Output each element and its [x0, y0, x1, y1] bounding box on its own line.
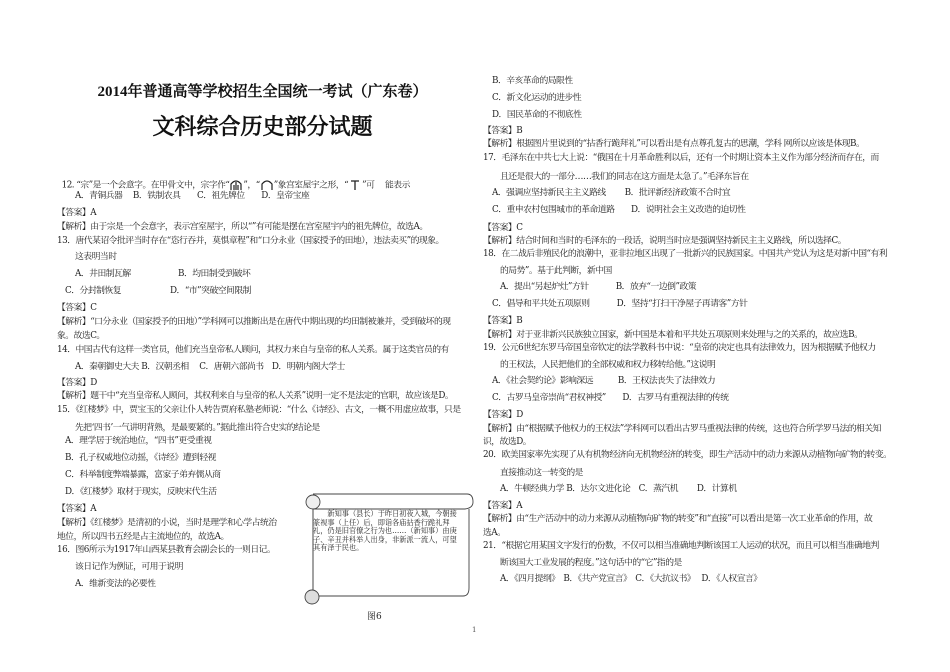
question-19-cont: 的王权法，人民把他们的全部权威和权力移转给他。”这说明	[500, 360, 716, 370]
q15-answer: 【答案】A	[57, 504, 97, 514]
question-13-cont: 这表明当时	[75, 252, 117, 262]
q17-analysis: 【解析】结合时间和当时的毛泽东的一段话，说明当时应是强调坚持新民主主义路线，所以选择C。	[483, 236, 846, 246]
page-number: 1	[472, 626, 477, 634]
q20-analysis: 【解析】由“生产活动中的动力来源从动植物向矿物的转变”和“直接”可以看出是第一次工业革命的作用，故	[483, 514, 873, 524]
q16-answer: 【答案】B	[483, 126, 523, 136]
question-12	[57, 166, 410, 192]
q13-analysis-cont: 象。故选C。	[57, 331, 105, 341]
q16-analysis: 【解析】根据图片里说到的“拈香行跪拜礼”可以看出是有点尊孔复古的思潮，学科 网所以应该是体现B。	[483, 139, 865, 149]
q15-option-d: D．《红楼梦》取材于现实，反映宋代生活	[65, 487, 217, 497]
q21-options: A．《四月提纲》 B．《共产党宣言》 C．《大抗议书》 D．《人权宣言》	[500, 574, 762, 584]
q16-option-c: C．新文化运动的进步性	[492, 93, 582, 103]
question-16: 16．图6所示为1917年山西某县教育会副会长的一则日记。	[57, 545, 276, 555]
q17-options-ab: A．强调应坚持新民主主义路线 B．批评新经济政策不合时宜	[492, 188, 731, 198]
question-19: 19．公元6世纪东罗马帝国皇帝钦定的法学教科书中说：“皇帝的决定也具有法律效力，因为根据赋予他权力	[483, 343, 876, 353]
question-17-cont: 且还是很大的一部分……我们的同志在这方面是太急了。”毛泽东旨在	[500, 172, 749, 182]
question-13: 13．唐代某诏令批评当时存在“恣行吞并，莫惧章程”和“口分永业（国家授予的田地），违法卖买”的现象。	[57, 236, 444, 246]
q12-text-2: ”，“	[243, 180, 260, 191]
q20-options: A．牛顿经典力学 B．达尔文进化论 C．蒸汽机 D．计算机	[500, 484, 737, 494]
question-21: 21．“根据它用某国文字发行的份数，不仅可以相当准确地判断该国工人运动的状况，而且可以相当准确地判	[483, 541, 879, 551]
q14-options: A．秦朝御史大夫 B．汉朝丞相 C．唐朝六部尚书 D．明朝内阁大学士	[75, 362, 345, 372]
q14-answer: 【答案】D	[57, 378, 97, 388]
question-16-cont: 该日记作为例证，可用于说明	[75, 562, 183, 572]
q20-analysis-cont: 选A。	[483, 528, 506, 538]
q13-option-b: B．均田制受到破坏	[178, 269, 251, 279]
q19-options-cd: C．古罗马皇帝崇尚“君权神授” D．古罗马有重视法律的传统	[492, 393, 729, 403]
q12-options: A．青铜兵器 B．铁制农具 C．祖先牌位 D．皇帝宝座	[75, 191, 310, 201]
q15-option-c: C．科举制度弊端暴露，富家子弟弃儒从商	[65, 470, 221, 480]
question-20: 20．欧美国家率先实现了从有机物经济向无机物经济的转变，即生产活动中的动力来源从动植物向矿物的转变。	[483, 450, 892, 460]
exam-subtitle: 文科综合历史部分试题	[152, 115, 373, 140]
q18-analysis: 【解析】对于亚非新兴民族独立国家，新中国是本着和平共处五项原则来处理与之的关系的，故应选B。	[483, 330, 863, 340]
q13-answer: 【答案】C	[57, 303, 97, 313]
q12-text-4: ”可 能表示	[362, 180, 410, 191]
q12-text-3: ”象宫室屋宇之形，“	[273, 180, 349, 191]
question-15-cont: 先把‘四书’一气讲明背熟，是最要紧的。”据此推出符合史实的结论是	[75, 423, 320, 433]
q13-option-a: A．井田制瓦解	[75, 269, 131, 279]
q16-option-b: B．辛亥革命的局限性	[492, 76, 573, 86]
question-18: 18．在二战后非殖民化的浪潮中，亚非拉地区出现了一批新兴的民族国家。中国共产党认为这是对新中国“有利	[483, 249, 888, 259]
q15-option-b: B．孔子权威地位动摇，《诗经》遭到轻视	[65, 453, 216, 463]
q13-analysis: 【解析】“口分永业（国家授予的田地）”学科网可以推断出是在唐代中期出现的均田制被兼并，受到破坏的现	[57, 317, 451, 327]
q17-options-cd: C．重申农村包围城市的革命道路 D．说明社会主义改造的迫切性	[492, 205, 746, 215]
q12-text-1: 12. “宗”是一个会意字。在甲骨文中，宗字作“	[61, 180, 230, 191]
q15-analysis-cont: 地位，所以四书五经是占主流地位的，故选A。	[57, 532, 229, 542]
q13-option-c: C．分封制恢复	[65, 286, 122, 296]
q12-answer: 【答案】A	[57, 208, 97, 218]
q15-option-a: A．理学居于统治地位，“四书”更受重视	[65, 436, 212, 446]
question-17: 17．毛泽东在中共七大上说：“俄国在十月革命胜利以后，还有一个时期让资本主义作为部分经济而存在，而	[483, 153, 879, 163]
exam-title: 2014年普通高等学校招生全国统一考试（广东卷）	[97, 84, 428, 100]
q12-analysis: 【解析】由于宗是一个会意字，表示宫室屋宇，所以“”有可能是摆在宫室屋宇内的祖先牌位，故选A。	[57, 222, 428, 232]
q17-answer: 【答案】C	[483, 223, 523, 233]
q15-analysis: 【解析】《红楼梦》是清初的小说，当时是理学和心学占统治	[57, 518, 277, 528]
q13-option-d: D．“市”突破空间限制	[170, 286, 251, 296]
q19-options-ab: A．《社会契约论》影响深远 B．王权法丧失了法律效力	[492, 376, 716, 386]
question-15: 15．《红楼梦》中，贾宝玉的父亲让仆人转告贾府私塾老师说：“什么《诗经》、古文，一概不用虚应故事，只是	[57, 405, 461, 415]
q18-options-ab: A．提出“另起炉灶”方针 B．放弃“一边倒”政策	[500, 282, 697, 292]
q16-option-a: A．维新变法的必要性	[75, 579, 156, 589]
question-20-cont: 直接推动这一转变的是	[500, 468, 583, 478]
question-18-cont: 的局势”。基于此判断，新中国	[500, 266, 612, 276]
q14-analysis: 【解析】题干中“充当皇帝私人顾问，其权利来自与皇帝的私人关系”说明一定不是法定的官职，故应该是D。	[57, 391, 454, 401]
q16-option-d: D．国民革命的不彻底性	[492, 110, 582, 120]
oracle-shi-glyph-icon	[348, 178, 362, 192]
q19-analysis: 【解析】由“根据赋予他权力的王权法”学科网可以看出古罗马重视法律的传统，这也符合所学罗马法的相关知	[483, 424, 881, 434]
q18-answer: 【答案】B	[483, 316, 523, 326]
figure-6-diary-text: 新知事（县长）于昨日初夜入城，今朝接篆视事（上任）后，即诣各庙拈香行跪礼拜礼，仍是旧官僚之行为也……（新知事）由庚子、辛丑并科举人出身，非新派一流人，可望其有泽于民也。	[313, 509, 457, 553]
question-21-cont: 断该国大工业发展的程度。”这句话中的“它”指的是	[500, 558, 682, 568]
figure-6-caption: 图6	[367, 612, 382, 622]
question-14: 14．中国古代有这样一类官员，他们充当皇帝私人顾问，其权力来自与皇帝的私人关系。属于这类官员的有	[57, 345, 449, 355]
q19-answer: 【答案】D	[483, 410, 523, 420]
q20-answer: 【答案】A	[483, 501, 523, 511]
q19-analysis-cont: 识，故选D。	[483, 437, 532, 447]
q18-options-cd: C．倡导和平共处五项原则 D．坚持“打扫干净屋子再请客”方针	[492, 299, 748, 309]
